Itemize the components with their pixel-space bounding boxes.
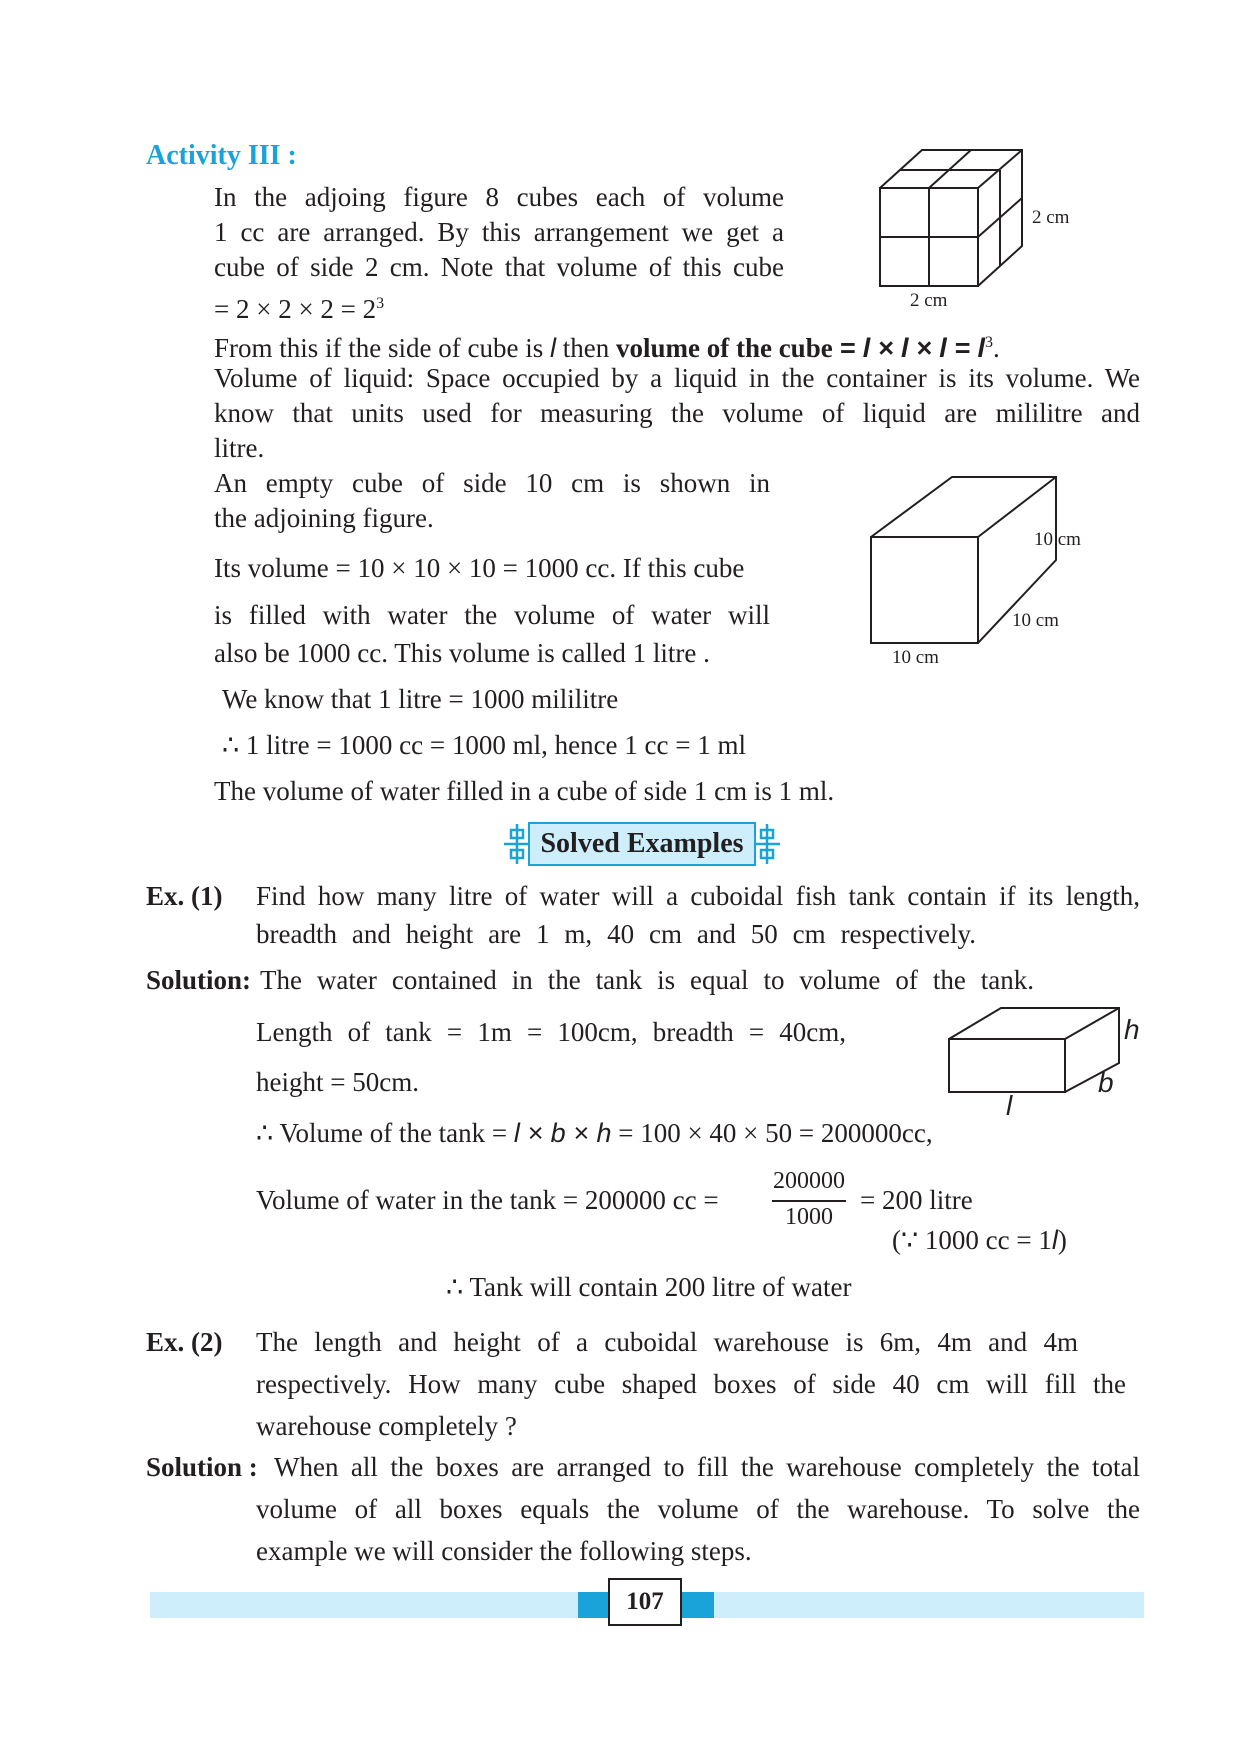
filled-line: is filled with water the volume of water will [214,600,770,630]
example1-solution-line: The water contained in the tank is equal to volume of the tank. [260,965,1034,995]
example2-solution-line-2: volume of all boxes equals the volume of the warehouse. To solve the [256,1494,1140,1524]
cuboid-b-label: b [1098,1067,1114,1098]
cuboid-top-right-edge [1065,1008,1119,1039]
activity-line-1: In the adjoing figure 8 cubes each of volume [214,182,784,212]
example1-water-result: = 200 litre [860,1185,973,1215]
therefore-line: ∴ 1 litre = 1000 cc = 1000 ml, hence 1 cc = 1 ml [222,730,746,760]
example1-conclusion: ∴ Tank will contain 200 litre of water [446,1272,852,1302]
big-cube-width-label: 10 cm [892,647,939,668]
example1-label: Ex. (1) [146,881,223,911]
its-volume-line: Its volume = 10 × 10 × 10 = 1000 cc. If this cube [214,553,745,583]
example1-volume-line: ∴ Volume of the tank = l × b × h = 100 × 40 × 50 = 200000cc, [256,1118,933,1148]
water-line: The volume of water filled in a cube of side 1 cm is 1 ml. [214,776,835,806]
activity-line-2: 1 cc are arranged. By this arrangement we get a [214,217,784,247]
liquid-line-3: litre. [214,433,265,463]
cuboid-h-label: h [1124,1014,1140,1045]
empty-cube-line-2: the adjoining figure. [214,503,434,533]
example1-length-line: Length of tank = 1m = 100cm, breadth = 40cm, [256,1017,846,1047]
liquid-line-2: know that units used for measuring the volume of liquid are mililitre and [214,398,1140,428]
example1-water-line: Volume of water in the tank = 200000 cc = [256,1185,719,1215]
liquid-line-1: Volume of liquid: Space occupied by a liquid in the container is its volume. We [214,363,1140,393]
cuboid-front [949,1039,1065,1092]
example1-solution-label: Solution: [146,965,252,995]
example2-solution-line-3: example we will consider the following steps. [256,1536,752,1566]
example1-question-line-1: Find how many litre of water will a cuboidal fish tank contain if its length, [256,881,1140,911]
page-number: 107 [608,1578,682,1626]
volume-of-cube-line: From this if the side of cube is l then volume of the cube = $l \times l \times l = l^3$. [214,333,1000,363]
small-cube-side-label: 2 cm [1032,207,1070,228]
example2-label: Ex. (2) [146,1327,223,1357]
activity-heading: Activity III : [146,140,297,171]
also-line: also be 1000 cc. This volume is called 1 litre . [214,638,710,668]
example2-solution-line-1: When all the boxes are arranged to fill the warehouse completely the total [274,1452,1140,1482]
activity-line-3: cube of side 2 cm. Note that volume of this cube [214,252,784,282]
example2-question-line-1: The length and height of a cuboidal warehouse is 6m, 4m and 4m [256,1327,1078,1357]
fraction-denominator: 1000 [785,1204,833,1230]
small-cube-bottom-label: 2 cm [910,290,948,311]
example2-question-line-2: respectively. How many cube shaped boxes of side 40 cm will fill the [256,1369,1126,1399]
cuboid-back-edges [949,1008,1119,1092]
we-know-line: We know that 1 litre = 1000 mililitre [222,684,619,714]
solved-examples-banner: Solved Examples [528,822,756,866]
big-cube-depth-label: 10 cm [1012,610,1059,631]
cuboid-l-label: l [1006,1090,1013,1121]
big-cube-height-label: 10 cm [1034,529,1081,550]
example1-height-line: height = 50cm. [256,1067,419,1097]
example2-question-line-3: warehouse completely ? [256,1411,517,1441]
example1-question-line-2: breadth and height are 1 m, 40 cm and 50 cm respectively. [256,919,976,949]
activity-formula: = $2 \times 2 \times 2 = 2^3$ [214,294,385,324]
example2-solution-label: Solution : [146,1452,258,1482]
example1-because-note: (∵ 1000 cc = 1l) [892,1225,1067,1255]
empty-cube-line-1: An empty cube of side 10 cm is shown in [214,468,770,498]
fraction-numerator: 200000 [773,1168,845,1194]
